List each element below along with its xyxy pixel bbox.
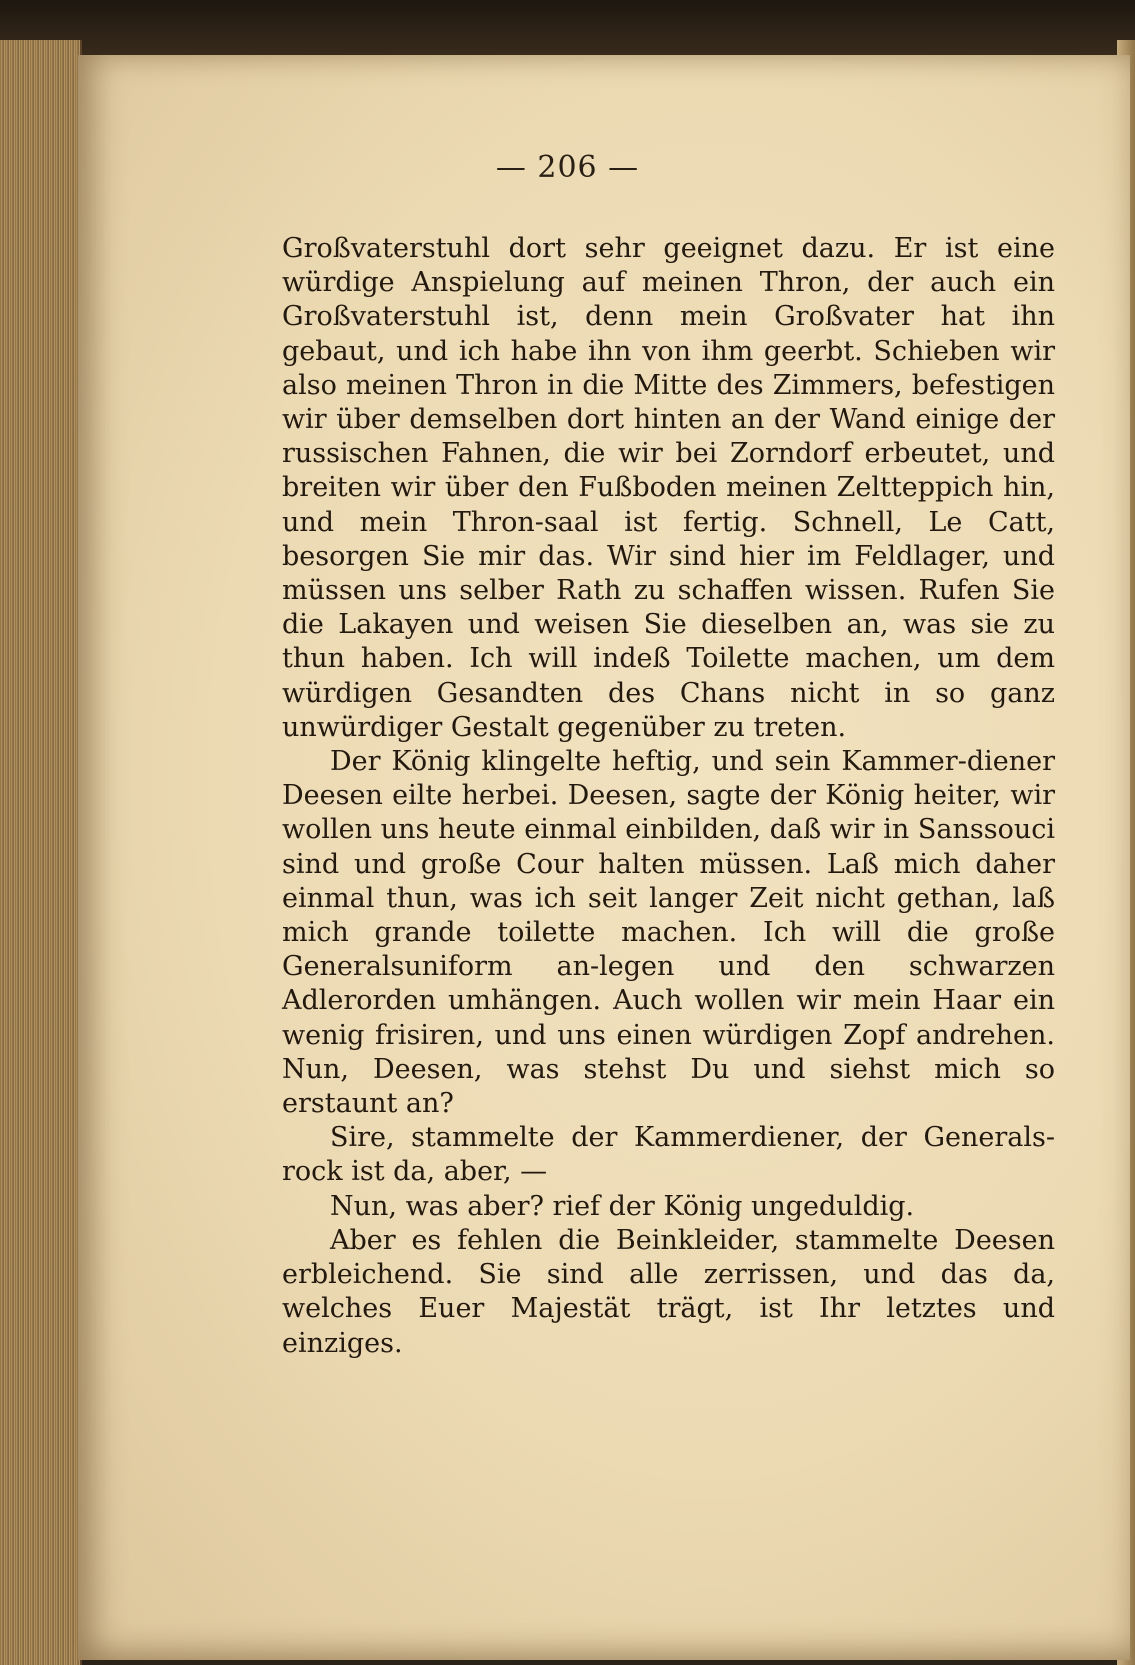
paragraph: Sire, stammelte der Kammerdiener, der Generals-rock ist da, aber, — (282, 1122, 1055, 1188)
body-text (282, 232, 1055, 1361)
paragraph: Aber es fehlen die Beinkleider, stammelte Deesen erbleichend. Sie sind alle zerrissen, und das da, welches Euer Majestät trägt, ist Ihr letztes und einziges. (282, 1224, 1055, 1359)
top-shadow (0, 0, 1135, 60)
paragraph: Nun, was aber? rief der König ungeduldig. (330, 1190, 915, 1222)
page-edges (0, 40, 82, 1665)
page-number: — 206 — (495, 150, 640, 185)
paragraph: Großvaterstuhl dort sehr geeignet dazu. Er ist eine würdige Anspielung auf meinen Thron, der auch ein Großvaterstuhl ist, denn mein Großvater hat ihn gebaut, und ich habe ihn von ihm geerbt. Schieben wir also meinen Thron in die Mitte des Zimmers, befestigen wir über demselben dort hinten an der Wand einige der russischen Fahnen, die wir bei Zorndorf erbeutet, und breiten wir über den Fußboden meinen Zeltteppich hin, und mein Thron-saal ist fertig. Schnell, Le Catt, besorgen Sie mir das. Wir sind hier im Feldlager, und müssen uns selber Rath zu schaffen wissen. Rufen Sie die Lakayen und weisen Sie dieselben an, was sie zu thun haben. Ich will indeß Toilette machen, um dem würdigen Gesandten des Chans nicht in so ganz unwürdiger Gestalt gegenüber zu treten. (282, 233, 1055, 743)
paragraph: Der König klingelte heftig, und sein Kammer-diener Deesen eilte herbei. Deesen, sagte der König heiter, wir wollen uns heute einmal einbilden, daß wir in Sanssouci sind und große Cour halten müssen. Laß mich daher einmal thun, was ich seit langer Zeit nicht gethan, laß mich grande toilette machen. Ich will die große Generalsuniform an-legen und den schwarzen Adlerorden umhängen. Auch wollen wir mein Haar ein wenig frisiren, und uns einen würdigen Zopf andrehen. Nun, Deesen, was stehst Du und siehst mich so erstaunt an? (282, 746, 1055, 1120)
